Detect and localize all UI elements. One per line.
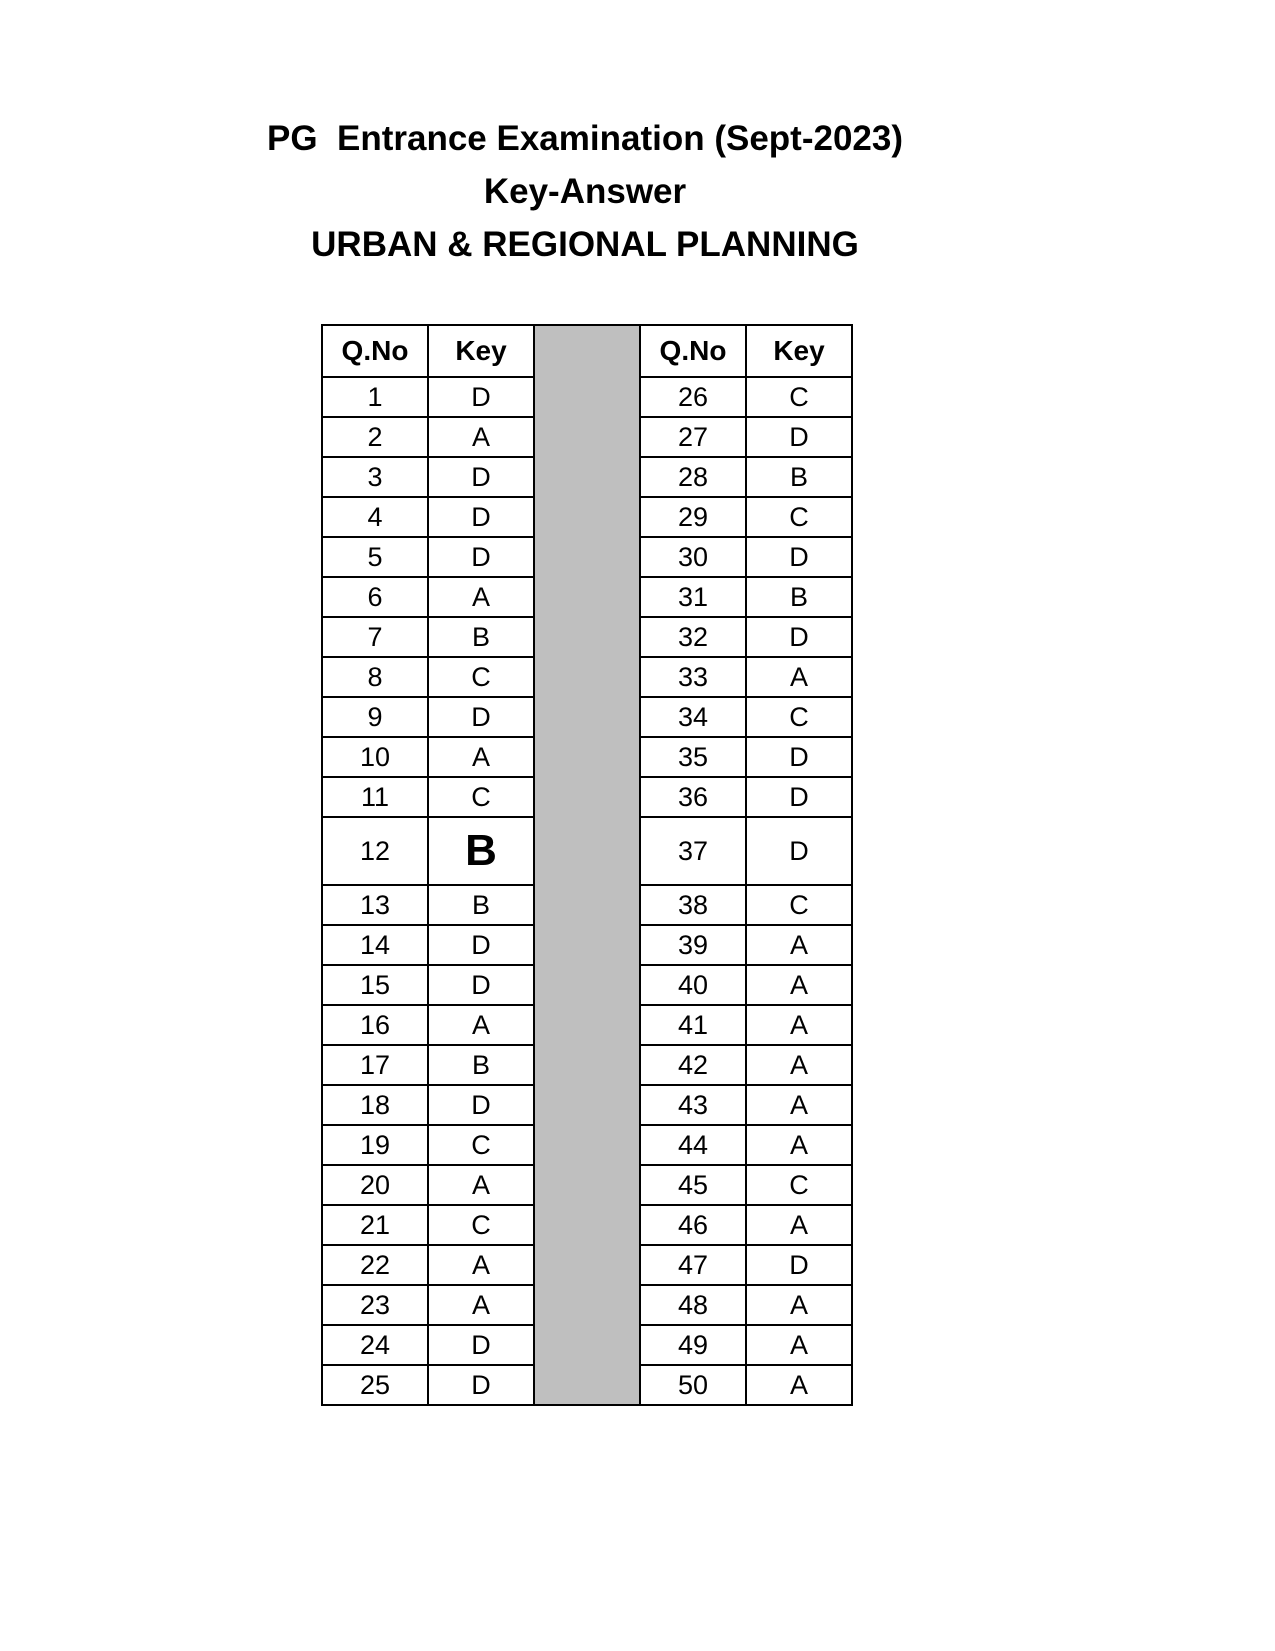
question-number-cell: 44 [640, 1125, 746, 1165]
question-number-cell: 6 [322, 577, 428, 617]
answer-key-cell: D [428, 377, 534, 417]
answer-key-cell: A [746, 1205, 852, 1245]
answer-key-cell: B [746, 577, 852, 617]
answer-key-cell: C [746, 377, 852, 417]
answer-key-cell: C [746, 697, 852, 737]
question-number-cell: 8 [322, 657, 428, 697]
question-number-cell: 20 [322, 1165, 428, 1205]
answer-key-cell: B [428, 885, 534, 925]
answer-key-table [321, 324, 853, 1406]
question-number-cell: 36 [640, 777, 746, 817]
answer-key-cell: A [746, 1365, 852, 1405]
answer-key-cell: A [746, 657, 852, 697]
question-number-cell: 30 [640, 537, 746, 577]
answer-key-cell: C [428, 1205, 534, 1245]
answer-key-cell: A [746, 1325, 852, 1365]
answer-key-cell: D [746, 777, 852, 817]
answer-key-cell: D [428, 697, 534, 737]
answer-key-cell: C [428, 1125, 534, 1165]
question-number-cell: 41 [640, 1005, 746, 1045]
question-number-cell: 22 [322, 1245, 428, 1285]
answer-key-cell: A [428, 1005, 534, 1045]
answer-key-cell: A [746, 1005, 852, 1045]
answer-key-cell: D [746, 617, 852, 657]
subject-heading: URBAN & REGIONAL PLANNING [311, 225, 859, 264]
column-separator [534, 325, 640, 1405]
answer-key-cell: D [746, 1245, 852, 1285]
answer-key-cell: C [746, 885, 852, 925]
question-number-cell: 3 [322, 457, 428, 497]
question-number-cell: 31 [640, 577, 746, 617]
question-number-cell: 21 [322, 1205, 428, 1245]
question-number-cell: 33 [640, 657, 746, 697]
answer-key-cell: D [746, 817, 852, 885]
answer-key-cell: A [428, 1165, 534, 1205]
question-number-cell: 38 [640, 885, 746, 925]
question-number-cell: 37 [640, 817, 746, 885]
question-number-cell: 32 [640, 617, 746, 657]
question-number-cell: 24 [322, 1325, 428, 1365]
question-number-cell: 18 [322, 1085, 428, 1125]
answer-key-cell: D [428, 457, 534, 497]
question-number-cell: 23 [322, 1285, 428, 1325]
question-number-cell: 15 [322, 965, 428, 1005]
exam-title: PG Entrance Examination (Sept-2023) [266, 119, 903, 158]
answer-key-cell: C [746, 497, 852, 537]
column-header-qno-right: Q.No [640, 325, 746, 377]
question-number-cell: 11 [322, 777, 428, 817]
answer-key-cell: D [428, 497, 534, 537]
question-number-cell: 16 [322, 1005, 428, 1045]
question-number-cell: 4 [322, 497, 428, 537]
question-number-cell: 47 [640, 1245, 746, 1285]
question-number-cell: 49 [640, 1325, 746, 1365]
answer-key-cell: D [428, 965, 534, 1005]
column-header-key-right: Key [746, 325, 852, 377]
question-number-cell: 9 [322, 697, 428, 737]
question-number-cell: 26 [640, 377, 746, 417]
question-number-cell: 45 [640, 1165, 746, 1205]
answer-key-cell: D [428, 1365, 534, 1405]
answer-key-cell: B [428, 817, 534, 885]
answer-key-cell: D [746, 417, 852, 457]
answer-key-cell: A [746, 1045, 852, 1085]
answer-key-cell: D [428, 1085, 534, 1125]
question-number-cell: 46 [640, 1205, 746, 1245]
answer-key-cell: B [428, 617, 534, 657]
question-number-cell: 35 [640, 737, 746, 777]
question-number-cell: 10 [322, 737, 428, 777]
question-number-cell: 27 [640, 417, 746, 457]
answer-key-cell: D [428, 537, 534, 577]
question-number-cell: 28 [640, 457, 746, 497]
question-number-cell: 12 [322, 817, 428, 885]
answer-key-cell: A [428, 1245, 534, 1285]
answer-key-cell: A [746, 1125, 852, 1165]
question-number-cell: 25 [322, 1365, 428, 1405]
question-number-cell: 14 [322, 925, 428, 965]
answer-key-cell: A [746, 1285, 852, 1325]
answer-key-cell: A [746, 1085, 852, 1125]
answer-key-cell: A [746, 965, 852, 1005]
question-number-cell: 43 [640, 1085, 746, 1125]
question-number-cell: 29 [640, 497, 746, 537]
question-number-cell: 34 [640, 697, 746, 737]
answer-key-cell: C [746, 1165, 852, 1205]
question-number-cell: 5 [322, 537, 428, 577]
question-number-cell: 39 [640, 925, 746, 965]
question-number-cell: 7 [322, 617, 428, 657]
question-number-cell: 50 [640, 1365, 746, 1405]
table-header-row [322, 325, 852, 377]
answer-key-cell: C [428, 657, 534, 697]
answer-key-cell: B [428, 1045, 534, 1085]
question-number-cell: 19 [322, 1125, 428, 1165]
answer-key-cell: D [428, 925, 534, 965]
column-header-key-left: Key [428, 325, 534, 377]
question-number-cell: 42 [640, 1045, 746, 1085]
answer-key-cell: D [746, 737, 852, 777]
answer-key-cell: A [428, 737, 534, 777]
question-number-cell: 2 [322, 417, 428, 457]
question-number-cell: 17 [322, 1045, 428, 1085]
answer-key-cell: A [428, 417, 534, 457]
question-number-cell: 40 [640, 965, 746, 1005]
key-answer-heading: Key-Answer [483, 172, 687, 211]
question-number-cell: 1 [322, 377, 428, 417]
answer-key-cell: A [428, 577, 534, 617]
question-number-cell: 13 [322, 885, 428, 925]
answer-key-cell: B [746, 457, 852, 497]
question-number-cell: 48 [640, 1285, 746, 1325]
answer-key-cell: D [746, 537, 852, 577]
answer-key-cell: A [746, 925, 852, 965]
answer-key-cell: A [428, 1285, 534, 1325]
answer-key-body [322, 325, 852, 1405]
column-header-qno-left: Q.No [322, 325, 428, 377]
answer-key-cell: D [428, 1325, 534, 1365]
answer-key-cell: C [428, 777, 534, 817]
